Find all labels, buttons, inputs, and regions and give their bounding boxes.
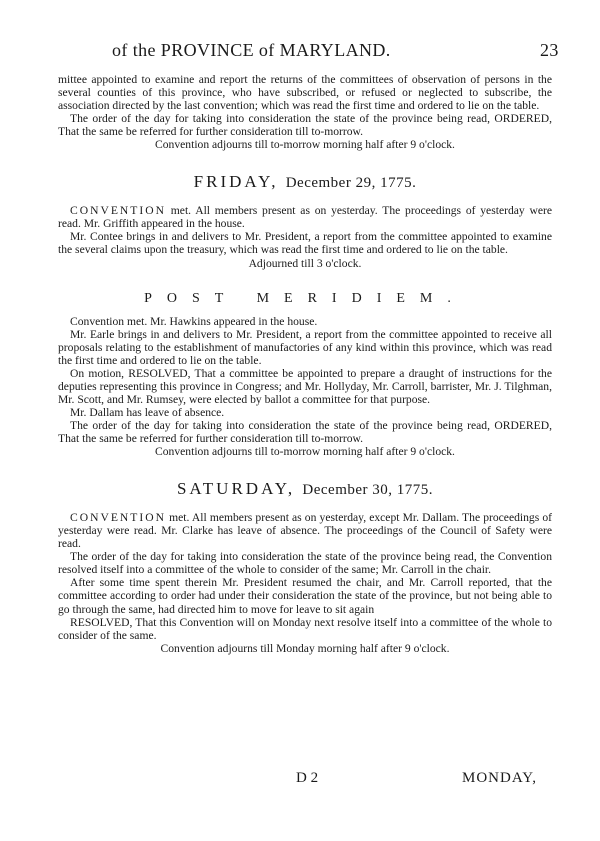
friday-date: December 29, 1775. [285, 175, 417, 192]
pm-paragraph-2: Mr. Earle brings in and delivers to Mr. President, a report from the committee appointed to receive all proposals relating to the establishment of manufactories of any kind within this province, which was read the first time and ordered to lie on the table. [58, 327, 552, 367]
friday-paragraph-1-text: met. All members present as on yesterday. The proceedings of yesterday were read. Mr. Griffith appeared in the house. [58, 204, 552, 231]
pm-paragraph-3: On motion, RESOLVED, That a committee be appointed to prepare a draught of instructions for the deputies representing this province in Congress; and Mr. Hollyday, Mr. Carroll, barrister, Mr. J. Tilghman, Mr. Scott, and Mr. Rumsey, were elected by ballot a committee for that purpose. [58, 366, 552, 406]
pm-paragraph-4: Mr. Dallam has leave of absence. [70, 405, 225, 419]
running-title: of the PROVINCE of MARYLAND. [112, 40, 391, 60]
page-number: 23 [540, 40, 559, 60]
saturday-adjournment: Convention adjourns till Monday morning half after 9 o'clock. [160, 641, 450, 655]
friday-heading [58, 172, 552, 192]
saturday-paragraph-4: RESOLVED, That this Convention will on Monday next resolve itself into a committee of the whole to consider of the same. [58, 615, 552, 642]
saturday-day: SATURDAY, [176, 479, 296, 499]
friday-paragraph-2: Mr. Contee brings in and delivers to Mr. President, a report from the committee appointed to examine the several claims upon the treasury, which was read the first time and ordered to lie on the table. [58, 230, 552, 257]
friday-paragraph-1 [58, 204, 552, 230]
saturday-paragraph-1-text: met. All members present as on yesterday, except Mr. Dallam. The proceedings of yesterday were read. Mr. Clarke has leave of absence. The proceedings of the Council of Safety were read. [58, 511, 552, 551]
saturday-paragraph-1 [58, 511, 552, 550]
saturday-convention-lead: CONVENTION [70, 511, 166, 525]
catchword: MONDAY, [462, 770, 537, 786]
page-body [58, 73, 552, 655]
intro-paragraph-2: The order of the day for taking into consideration the state of the province being read, ORDERED, That the same be referred for further consideration till to-morrow. [58, 112, 552, 139]
saturday-paragraph-2: The order of the day for taking into consideration the state of the province being read, the Convention resolved itself into a committee of the whole to consider of the same; Mr. Carroll in the chair. [58, 550, 552, 577]
running-header [112, 40, 582, 61]
pm-paragraph-1: Convention met. Mr. Hawkins appeared in the house. [70, 314, 318, 328]
pm-paragraph-5: The order of the day for taking into consideration the state of the province being read, ORDERED, That the same be referred for further consideration till to-morrow. [58, 418, 552, 446]
signature-mark: D 2 [296, 770, 319, 786]
friday-convention-lead: CONVENTION [70, 204, 166, 218]
saturday-heading [58, 479, 552, 499]
intro-paragraph-1: mittee appointed to examine and report the returns of the committees of observation of persons in the several counties of this province, who have subscribed, or refused or neglected to subscribe, the association directed by the last convention; which was read the first time and ordered to lie on the table. [58, 73, 552, 113]
saturday-paragraph-3: After some time spent therein Mr. President resumed the chair, and Mr. Carroll reported, that the committee according to order had under their consideration the state of the province, but not being able to go through the same, had directed him to move for leave to sit again [58, 576, 552, 616]
post-meridiem-heading: POST MERIDIEM. [144, 290, 466, 306]
intro-adjournment: Convention adjourns till to-morrow morning half after 9 o'clock. [155, 138, 455, 152]
friday-adjournment: Adjourned till 3 o'clock. [248, 256, 362, 270]
saturday-date: December 30, 1775. [302, 482, 434, 499]
pm-adjournment: Convention adjourns till to-morrow morning half after 9 o'clock. [155, 445, 455, 459]
friday-day: FRIDAY, [193, 172, 279, 192]
